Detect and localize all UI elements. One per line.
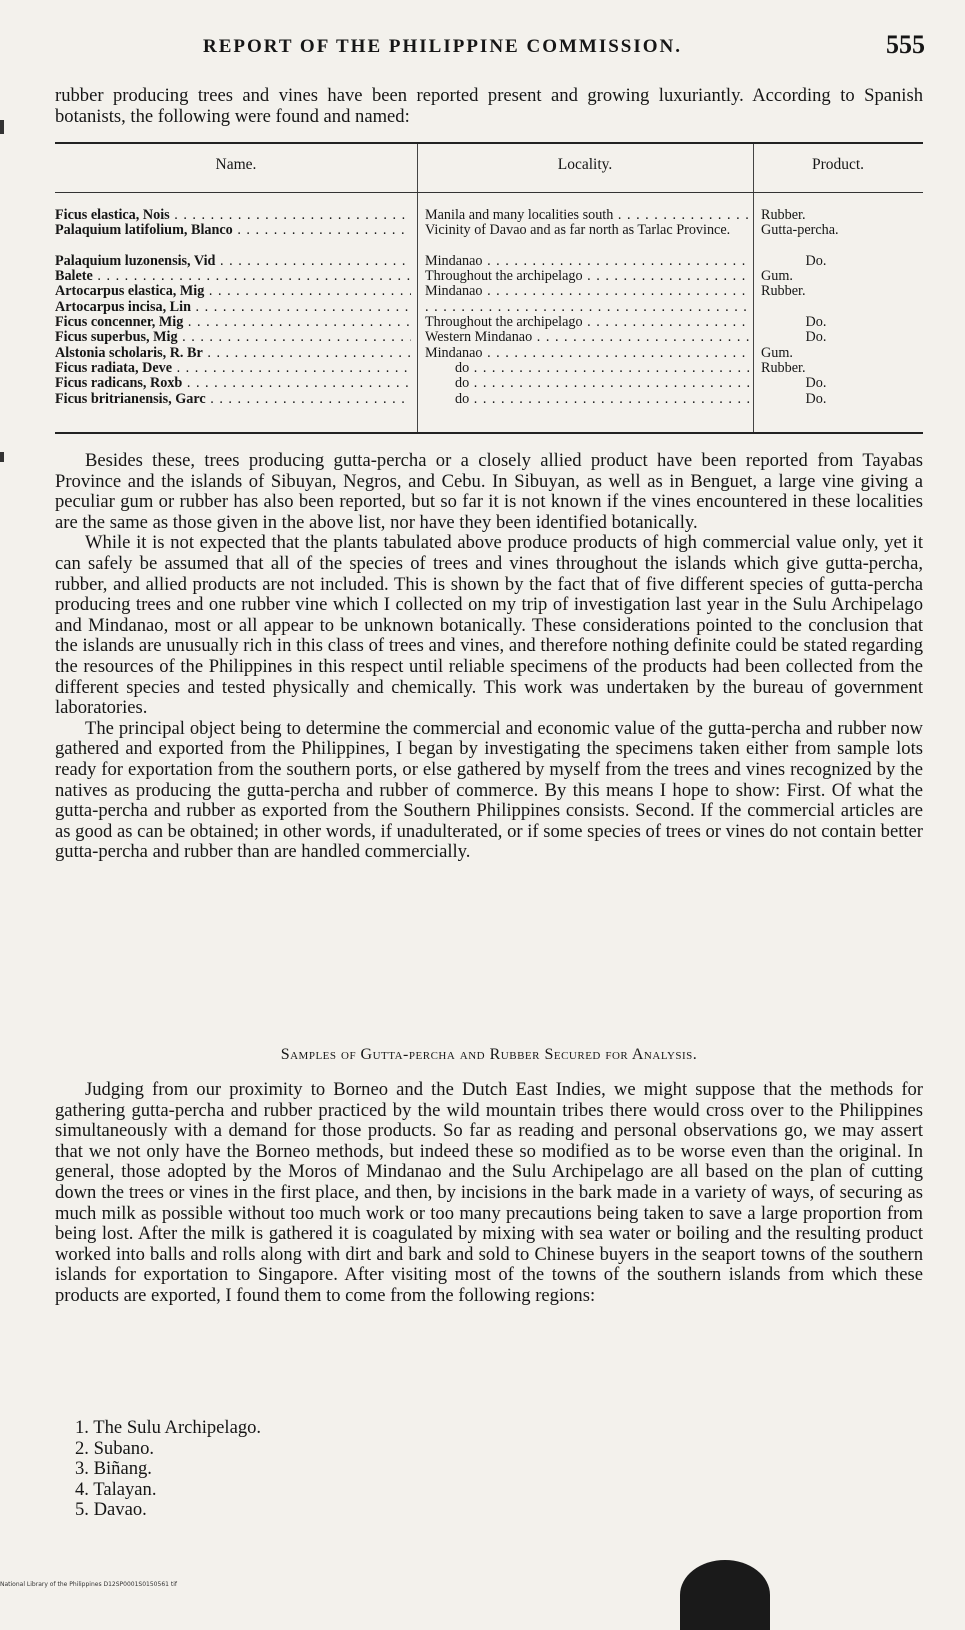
species-product: Gutta-percha.: [761, 222, 839, 239]
species-product: Do.: [805, 329, 827, 346]
list-item: 1. The Sulu Archipelago.: [75, 1417, 262, 1438]
species-locality: Manila and many localities south . . .: [425, 208, 751, 223]
species-locality: Mindanao . . .: [425, 254, 751, 269]
species-locality: do . . .: [425, 361, 751, 376]
paragraph: The principal object being to determine the commercial and economic value of the gutta-percha and rubber now gathered and exported from the Philippines, I began by investigating the specimens taken either from sample lots ready for exportation from the southern ports, or else gathered by myself from the trees and vines recognized by the natives as producing the gutta-percha and rubber of commerce. By this means I hope to show: First. Of what the gutta-percha and rubber as exported from the Southern Philippines consists. Second. If the commercial articles are as good as can be obtained; in other words, if unadulterated, or if some species of trees or vines do not contain better gutta-percha and rubber than are handled commercially.: [55, 717, 923, 863]
species-name: Palaquium latifolium, Blanco . . .: [55, 223, 411, 238]
list-item: 2. Subano.: [75, 1437, 155, 1459]
species-locality: [425, 300, 751, 315]
species-locality: Western Mindanao . . .: [425, 330, 751, 345]
species-product: Rubber.: [761, 359, 806, 376]
scan-binding-shadow: [680, 1560, 770, 1630]
table-header-name: Name.: [215, 156, 257, 173]
species-name: Ficus superbus, Mig . . .: [55, 330, 411, 345]
species-product: Do.: [805, 314, 827, 331]
table-top-rule: [55, 142, 923, 144]
species-name: Ficus elastica, Nois . . .: [55, 208, 411, 223]
paragraph: Judging from our proximity to Borneo and the Dutch East Indies, we might suppose that the methods for gathering gutta-percha and rubber practiced by the wild mountain tribes there would cross over to the Philippines simultaneously with a demand for those products. So far as reading and personal observations go, we may assert that we not only have the Borneo methods, but indeed these so modified as to be worse even than the original. In general, those adopted by the Moros of Mindanao and the Sulu Archipelago are all based on the plan of cutting down the trees or vines in the first place, and then, by incisions in the bark made in a variety of ways, of securing as much milk as possible without too much work or too many precautions being taken to save a large proportion from being lost. After the milk is gathered it is coagulated by mixing with sea water or boiling and the resulting product worked into balls and rolls along with dirt and bark and sold to Chinese buyers in the seaport towns of the southern islands for exportation to Singapore. After visiting most of the towns of the southern islands from which these products are exported, I found them to come from the following regions:: [55, 1079, 923, 1306]
binding-edge-mark: [0, 452, 4, 462]
species-locality: Mindanao . . .: [425, 346, 751, 361]
running-title: REPORT OF THE PHILIPPINE COMMISSION.: [203, 36, 683, 57]
table-row: [55, 376, 923, 391]
table-body: [55, 208, 923, 407]
binding-edge-mark: [0, 120, 4, 134]
table-row: [55, 223, 923, 254]
table-row: [55, 330, 923, 345]
table-row: [55, 284, 923, 299]
body-section-2: [55, 1080, 923, 1307]
table-row: [55, 269, 923, 284]
table-bottom-rule: [55, 432, 923, 434]
table-header-locality: Locality.: [557, 156, 613, 173]
species-name: Artocarpus elastica, Mig . . .: [55, 284, 411, 299]
page-number: 555: [886, 30, 925, 59]
body-section-1: [55, 451, 923, 863]
species-locality: do . . .: [425, 392, 751, 407]
scan-footer: National Library of the Philippines D12SP0001S0150561 tif: [0, 1581, 177, 1588]
list-item: 3. Biñang.: [75, 1458, 152, 1480]
species-locality: Mindanao . . .: [425, 284, 751, 299]
list-item: 5. Davao.: [75, 1499, 147, 1521]
species-name: Balete . . .: [55, 269, 411, 284]
species-name: Palaquium luzonensis, Vid . . .: [55, 254, 411, 269]
species-name: Artocarpus incisa, Lin . . .: [55, 300, 411, 315]
species-name: Ficus radiata, Deve . . .: [55, 361, 411, 376]
running-head: [55, 30, 925, 64]
table-row: [55, 208, 923, 223]
species-product: Do.: [805, 252, 827, 269]
species-locality: Throughout the archipelago . . .: [425, 315, 751, 330]
species-product: Gum.: [761, 268, 793, 285]
intro-paragraph: [55, 86, 923, 127]
species-locality: do . . .: [425, 376, 751, 391]
species-product: Do.: [805, 375, 827, 392]
table-row: [55, 300, 923, 315]
list-item: 4. Talayan.: [75, 1478, 157, 1500]
species-name: Alstonia scholaris, R. Br . . .: [55, 346, 411, 361]
table-header-product: Product.: [811, 156, 865, 173]
table-row: [55, 346, 923, 361]
section-heading: Samples of Gutta-percha and Rubber Secured for Analysis.: [280, 1046, 698, 1063]
table-row: [55, 361, 923, 376]
species-name: Ficus radicans, Roxb . . .: [55, 376, 411, 391]
regions-list: [75, 1418, 261, 1521]
table-row: [55, 254, 923, 269]
species-name: Ficus concenner, Mig . . .: [55, 315, 411, 330]
intro-text: rubber producing trees and vines have been reported present and growing luxuriantly. According to Spanish botanists, the following were found and named:: [55, 85, 923, 127]
species-locality: Vicinity of Davao and as far north as Tarlac Province.: [425, 223, 731, 239]
paragraph: Besides these, trees producing gutta-percha or a closely allied product have been reported from Tayabas Province and the islands of Sibuyan, Negros, and Cebu. In Sibuyan, as well as in Benguet, a large vine giving a peculiar gum or rubber has also been reported, but so far it is not known if the vines encountered in these localities are the same as those given in the above list, nor have they been identified botanically.: [55, 450, 923, 533]
species-table: [55, 142, 923, 442]
species-product: Do.: [805, 390, 827, 407]
paragraph: While it is not expected that the plants tabulated above produce products of high commercial value only, yet it can safely be assumed that all of the species of trees and vines throughout the islands which give gutta-percha, rubber, and allied products are not included. This is shown by the fact that of five different species of gutta-percha producing trees and one rubber vine which I collected on my trip of investigation last year in the Sulu Archipelago and Mindanao, most or all appear to be unknown botanically. These considerations pointed to the conclusion that the islands are unusually rich in this class of trees and vines, and therefore nothing definite could be stated regarding the resources of the Philippines in this respect until reliable specimens of the products had been collected from the different species and tested physically and chemically. This work was undertaken by the bureau of government laboratories.: [55, 532, 923, 719]
species-product: Gum.: [761, 344, 793, 361]
species-product: Rubber.: [761, 207, 806, 223]
table-row: [55, 315, 923, 330]
species-product: Rubber.: [761, 283, 806, 300]
table-row: [55, 392, 923, 407]
species-name: Ficus britrianensis, Garc . . .: [55, 392, 411, 407]
species-locality: Throughout the archipelago . . .: [425, 269, 751, 284]
table-header-rule: [55, 192, 923, 193]
